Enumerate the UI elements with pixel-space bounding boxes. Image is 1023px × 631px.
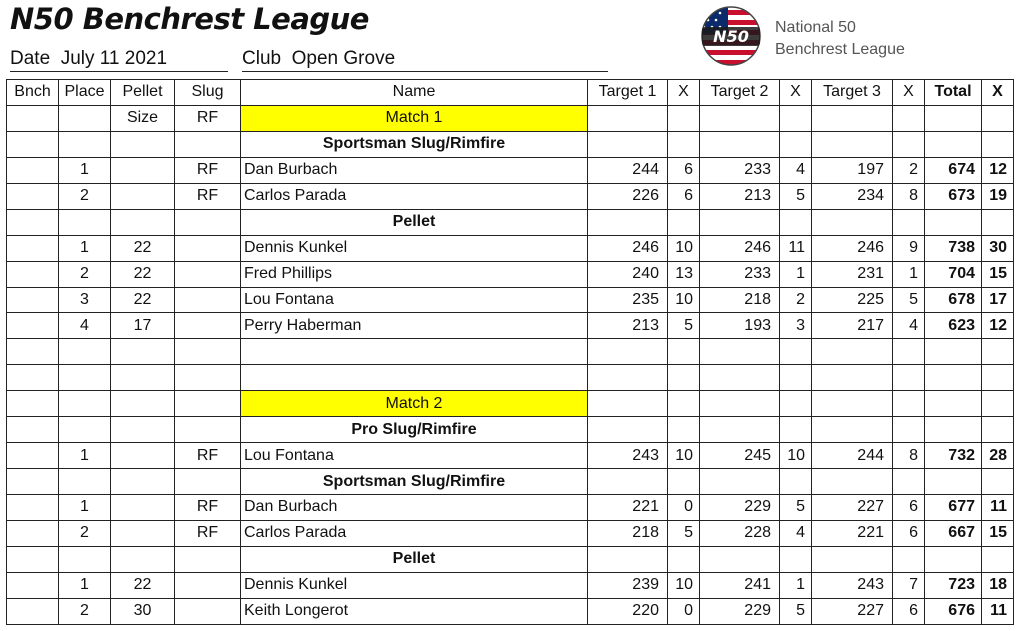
- target-1-score: 239: [588, 572, 668, 598]
- date-club-row: [10, 48, 396, 72]
- shooter-name: Lou Fontana: [241, 287, 588, 313]
- empty-cell: [812, 417, 893, 443]
- total-score: 677: [925, 495, 982, 521]
- empty-cell: [925, 131, 982, 157]
- empty-cell: [7, 417, 59, 443]
- empty-cell: [668, 131, 700, 157]
- target-3-x: 6: [893, 598, 925, 624]
- col-total: Total: [925, 80, 982, 106]
- target-2-x: 2: [780, 287, 812, 313]
- table-row: [7, 495, 1014, 521]
- target-1-score: 235: [588, 287, 668, 313]
- total-x: 15: [982, 520, 1014, 546]
- bench-cell: [7, 313, 59, 339]
- empty-cell: [7, 209, 59, 235]
- empty-cell: [668, 546, 700, 572]
- empty-cell: [812, 209, 893, 235]
- col-slug: Slug: [175, 80, 241, 106]
- empty-cell: [925, 546, 982, 572]
- table-row: [7, 183, 1014, 209]
- empty-cell: [588, 209, 668, 235]
- target-2-x: 4: [780, 157, 812, 183]
- empty-cell: [175, 417, 241, 443]
- target-1-score: 213: [588, 313, 668, 339]
- empty-cell: [175, 469, 241, 495]
- target-2-score: 245: [700, 443, 780, 469]
- pellet-size-cell: 17: [111, 313, 175, 339]
- target-2-score: 233: [700, 157, 780, 183]
- target-3-x: 2: [893, 157, 925, 183]
- section-header-row: [7, 131, 1014, 157]
- n50-logo-icon: [696, 6, 766, 66]
- section-title: Sportsman Slug/Rimfire: [241, 131, 588, 157]
- target-2-score: 246: [700, 235, 780, 261]
- empty-cell: [780, 546, 812, 572]
- place-cell: 1: [59, 572, 111, 598]
- blank-row: [7, 339, 1014, 365]
- place-cell: 2: [59, 183, 111, 209]
- empty-cell: [700, 417, 780, 443]
- target-2-x: 1: [780, 261, 812, 287]
- empty-cell: [668, 417, 700, 443]
- target-2-score: 218: [700, 287, 780, 313]
- total-score: 723: [925, 572, 982, 598]
- header-row: [7, 80, 1014, 106]
- empty-cell: [780, 469, 812, 495]
- total-x: 17: [982, 287, 1014, 313]
- pellet-size-cell: 22: [111, 235, 175, 261]
- table-row: [7, 261, 1014, 287]
- org-name: [775, 17, 905, 61]
- bench-cell: [7, 183, 59, 209]
- col-target-3: Target 3: [812, 80, 893, 106]
- bench-cell: [7, 287, 59, 313]
- shooter-name: Dennis Kunkel: [241, 235, 588, 261]
- shooter-name: Fred Phillips: [241, 261, 588, 287]
- section-header-row: [7, 546, 1014, 572]
- empty-cell: [588, 417, 668, 443]
- pellet-size-cell: [111, 157, 175, 183]
- target-3-x: 5: [893, 287, 925, 313]
- target-3-x: 4: [893, 313, 925, 339]
- table-row: [7, 287, 1014, 313]
- table-row: [7, 157, 1014, 183]
- empty-cell: [700, 131, 780, 157]
- target-2-score: 229: [700, 495, 780, 521]
- empty-cell: [111, 417, 175, 443]
- empty-cell: [175, 131, 241, 157]
- col-x-total: X: [982, 80, 1014, 106]
- slug-cell: [175, 313, 241, 339]
- empty-cell: [111, 546, 175, 572]
- col-target-1: Target 1: [588, 80, 668, 106]
- empty-cell: [780, 209, 812, 235]
- empty-cell: [982, 417, 1014, 443]
- empty-cell: [175, 546, 241, 572]
- club-value: Open Grove: [291, 48, 396, 69]
- table-row: [7, 598, 1014, 624]
- empty-cell: [7, 546, 59, 572]
- empty-cell: [893, 209, 925, 235]
- target-3-score: 225: [812, 287, 893, 313]
- slug-cell: RF: [175, 495, 241, 521]
- empty-cell: [588, 131, 668, 157]
- target-2-x: 10: [780, 443, 812, 469]
- total-x: 28: [982, 443, 1014, 469]
- total-score: 732: [925, 443, 982, 469]
- place-cell: 3: [59, 287, 111, 313]
- target-3-score: 217: [812, 313, 893, 339]
- target-2-x: 5: [780, 598, 812, 624]
- shooter-name: Carlos Parada: [241, 520, 588, 546]
- empty-cell: [982, 209, 1014, 235]
- target-3-x: 8: [893, 443, 925, 469]
- col-pellet: Pellet: [111, 80, 175, 106]
- empty-cell: [111, 469, 175, 495]
- empty-cell: [59, 417, 111, 443]
- empty-cell: [893, 469, 925, 495]
- shooter-name: Carlos Parada: [241, 183, 588, 209]
- target-3-score: 197: [812, 157, 893, 183]
- total-score: 667: [925, 520, 982, 546]
- table-row: [7, 235, 1014, 261]
- match-2-body: [7, 417, 1014, 625]
- org-line-1: National 50: [775, 19, 856, 36]
- target-2-x: 5: [780, 495, 812, 521]
- place-cell: 1: [59, 235, 111, 261]
- target-2-score: 213: [700, 183, 780, 209]
- target-3-score: 246: [812, 235, 893, 261]
- place-cell: 2: [59, 261, 111, 287]
- empty-cell: [812, 546, 893, 572]
- target-1-x: 10: [668, 572, 700, 598]
- empty-cell: [111, 131, 175, 157]
- table-row: [7, 443, 1014, 469]
- slug-cell: RF: [175, 183, 241, 209]
- empty-cell: [700, 546, 780, 572]
- target-3-score: 234: [812, 183, 893, 209]
- empty-cell: [780, 417, 812, 443]
- target-3-x: 6: [893, 495, 925, 521]
- place-cell: 1: [59, 495, 111, 521]
- empty-cell: [812, 469, 893, 495]
- target-1-x: 6: [668, 157, 700, 183]
- total-score: 678: [925, 287, 982, 313]
- total-x: 11: [982, 495, 1014, 521]
- empty-cell: [925, 417, 982, 443]
- section-header-row: [7, 469, 1014, 495]
- match-1-body: [7, 131, 1014, 339]
- shooter-name: Keith Longerot: [241, 598, 588, 624]
- pellet-size-cell: [111, 443, 175, 469]
- slug-cell: RF: [175, 157, 241, 183]
- slug-cell: RF: [175, 443, 241, 469]
- target-2-score: 229: [700, 598, 780, 624]
- club-label: Club: [242, 48, 282, 69]
- col-x-2: X: [780, 80, 812, 106]
- section-title: Pellet: [241, 209, 588, 235]
- place-cell: 4: [59, 313, 111, 339]
- place-cell: 1: [59, 443, 111, 469]
- empty-cell: [588, 469, 668, 495]
- empty-cell: [59, 131, 111, 157]
- target-1-score: 221: [588, 495, 668, 521]
- target-3-x: 7: [893, 572, 925, 598]
- place-cell: 2: [59, 598, 111, 624]
- subheader-pellet-size: Size: [111, 105, 175, 131]
- section-title: Pro Slug/Rimfire: [241, 417, 588, 443]
- empty-cell: [982, 546, 1014, 572]
- bench-cell: [7, 495, 59, 521]
- target-3-x: 6: [893, 520, 925, 546]
- target-2-score: 193: [700, 313, 780, 339]
- results-table: [6, 79, 1014, 625]
- target-2-x: 1: [780, 572, 812, 598]
- pellet-size-cell: 30: [111, 598, 175, 624]
- total-score: 704: [925, 261, 982, 287]
- target-3-score: 221: [812, 520, 893, 546]
- empty-cell: [668, 209, 700, 235]
- page-title: N50 Benchrest League: [10, 2, 369, 36]
- total-score: 674: [925, 157, 982, 183]
- target-1-x: 6: [668, 183, 700, 209]
- section-header-row: [7, 417, 1014, 443]
- empty-cell: [59, 209, 111, 235]
- col-name: Name: [241, 80, 588, 106]
- empty-cell: [925, 469, 982, 495]
- match-1-title: Match 1: [241, 105, 588, 131]
- target-1-score: 244: [588, 157, 668, 183]
- col-x-1: X: [668, 80, 700, 106]
- bench-cell: [7, 443, 59, 469]
- total-score: 676: [925, 598, 982, 624]
- empty-cell: [59, 469, 111, 495]
- target-3-score: 243: [812, 572, 893, 598]
- total-x: 18: [982, 572, 1014, 598]
- subheader-slug-rf: RF: [175, 105, 241, 131]
- target-2-score: 228: [700, 520, 780, 546]
- target-1-score: 243: [588, 443, 668, 469]
- logo-text: N50: [713, 27, 749, 46]
- shooter-name: Perry Haberman: [241, 313, 588, 339]
- bench-cell: [7, 235, 59, 261]
- org-line-2: Benchrest League: [775, 41, 905, 58]
- target-2-x: 5: [780, 183, 812, 209]
- target-1-x: 13: [668, 261, 700, 287]
- col-bnch: Bnch: [7, 80, 59, 106]
- target-3-score: 227: [812, 598, 893, 624]
- empty-cell: [812, 131, 893, 157]
- target-3-x: 9: [893, 235, 925, 261]
- table-row: [7, 313, 1014, 339]
- shooter-name: Dennis Kunkel: [241, 572, 588, 598]
- empty-cell: [668, 469, 700, 495]
- slug-cell: [175, 261, 241, 287]
- pellet-size-cell: [111, 183, 175, 209]
- total-score: 673: [925, 183, 982, 209]
- col-x-3: X: [893, 80, 925, 106]
- target-1-x: 10: [668, 235, 700, 261]
- section-title: Sportsman Slug/Rimfire: [241, 469, 588, 495]
- blank-row: [7, 365, 1014, 391]
- slug-cell: [175, 598, 241, 624]
- target-1-x: 10: [668, 287, 700, 313]
- table-row: [7, 572, 1014, 598]
- target-1-x: 10: [668, 443, 700, 469]
- pellet-size-cell: 22: [111, 572, 175, 598]
- total-score: 738: [925, 235, 982, 261]
- bench-cell: [7, 157, 59, 183]
- target-1-x: 0: [668, 598, 700, 624]
- col-target-2: Target 2: [700, 80, 780, 106]
- total-x: 11: [982, 598, 1014, 624]
- slug-cell: RF: [175, 520, 241, 546]
- target-1-x: 5: [668, 313, 700, 339]
- target-3-score: 227: [812, 495, 893, 521]
- slug-cell: [175, 572, 241, 598]
- total-x: 12: [982, 157, 1014, 183]
- empty-cell: [175, 209, 241, 235]
- slug-cell: [175, 287, 241, 313]
- date-label: Date: [10, 48, 51, 69]
- slug-cell: [175, 235, 241, 261]
- section-header-row: [7, 209, 1014, 235]
- target-1-score: 240: [588, 261, 668, 287]
- table-row: [7, 520, 1014, 546]
- bench-cell: [7, 520, 59, 546]
- pellet-size-cell: 22: [111, 287, 175, 313]
- shooter-name: Lou Fontana: [241, 443, 588, 469]
- empty-cell: [925, 209, 982, 235]
- shooter-name: Dan Burbach: [241, 495, 588, 521]
- empty-cell: [700, 469, 780, 495]
- empty-cell: [780, 131, 812, 157]
- target-1-x: 5: [668, 520, 700, 546]
- target-2-x: 11: [780, 235, 812, 261]
- total-x: 19: [982, 183, 1014, 209]
- empty-cell: [588, 546, 668, 572]
- pellet-size-cell: [111, 520, 175, 546]
- target-1-score: 220: [588, 598, 668, 624]
- empty-cell: [700, 209, 780, 235]
- match-2-row: [7, 391, 1014, 417]
- empty-cell: [7, 131, 59, 157]
- target-2-x: 3: [780, 313, 812, 339]
- empty-cell: [893, 546, 925, 572]
- place-cell: 1: [59, 157, 111, 183]
- empty-cell: [111, 209, 175, 235]
- target-2-score: 233: [700, 261, 780, 287]
- total-x: 12: [982, 313, 1014, 339]
- target-2-x: 4: [780, 520, 812, 546]
- target-1-score: 226: [588, 183, 668, 209]
- target-3-score: 231: [812, 261, 893, 287]
- shooter-name: Dan Burbach: [241, 157, 588, 183]
- date-value: July 11 2021: [60, 48, 168, 69]
- empty-cell: [982, 131, 1014, 157]
- total-x: 15: [982, 261, 1014, 287]
- section-title: Pellet: [241, 546, 588, 572]
- target-1-score: 218: [588, 520, 668, 546]
- bench-cell: [7, 572, 59, 598]
- target-3-x: 8: [893, 183, 925, 209]
- target-3-score: 244: [812, 443, 893, 469]
- place-cell: 2: [59, 520, 111, 546]
- match-2-title: Match 2: [241, 391, 588, 417]
- total-score: 623: [925, 313, 982, 339]
- empty-cell: [7, 469, 59, 495]
- pellet-size-cell: 22: [111, 261, 175, 287]
- bench-cell: [7, 261, 59, 287]
- date-field: [10, 48, 228, 72]
- pellet-size-cell: [111, 495, 175, 521]
- target-3-x: 1: [893, 261, 925, 287]
- bench-cell: [7, 598, 59, 624]
- target-1-score: 246: [588, 235, 668, 261]
- empty-cell: [59, 546, 111, 572]
- empty-cell: [893, 417, 925, 443]
- empty-cell: [893, 131, 925, 157]
- empty-cell: [982, 469, 1014, 495]
- total-x: 30: [982, 235, 1014, 261]
- col-place: Place: [59, 80, 111, 106]
- club-field: [242, 48, 608, 72]
- target-1-x: 0: [668, 495, 700, 521]
- target-2-score: 241: [700, 572, 780, 598]
- match-1-row: [7, 105, 1014, 131]
